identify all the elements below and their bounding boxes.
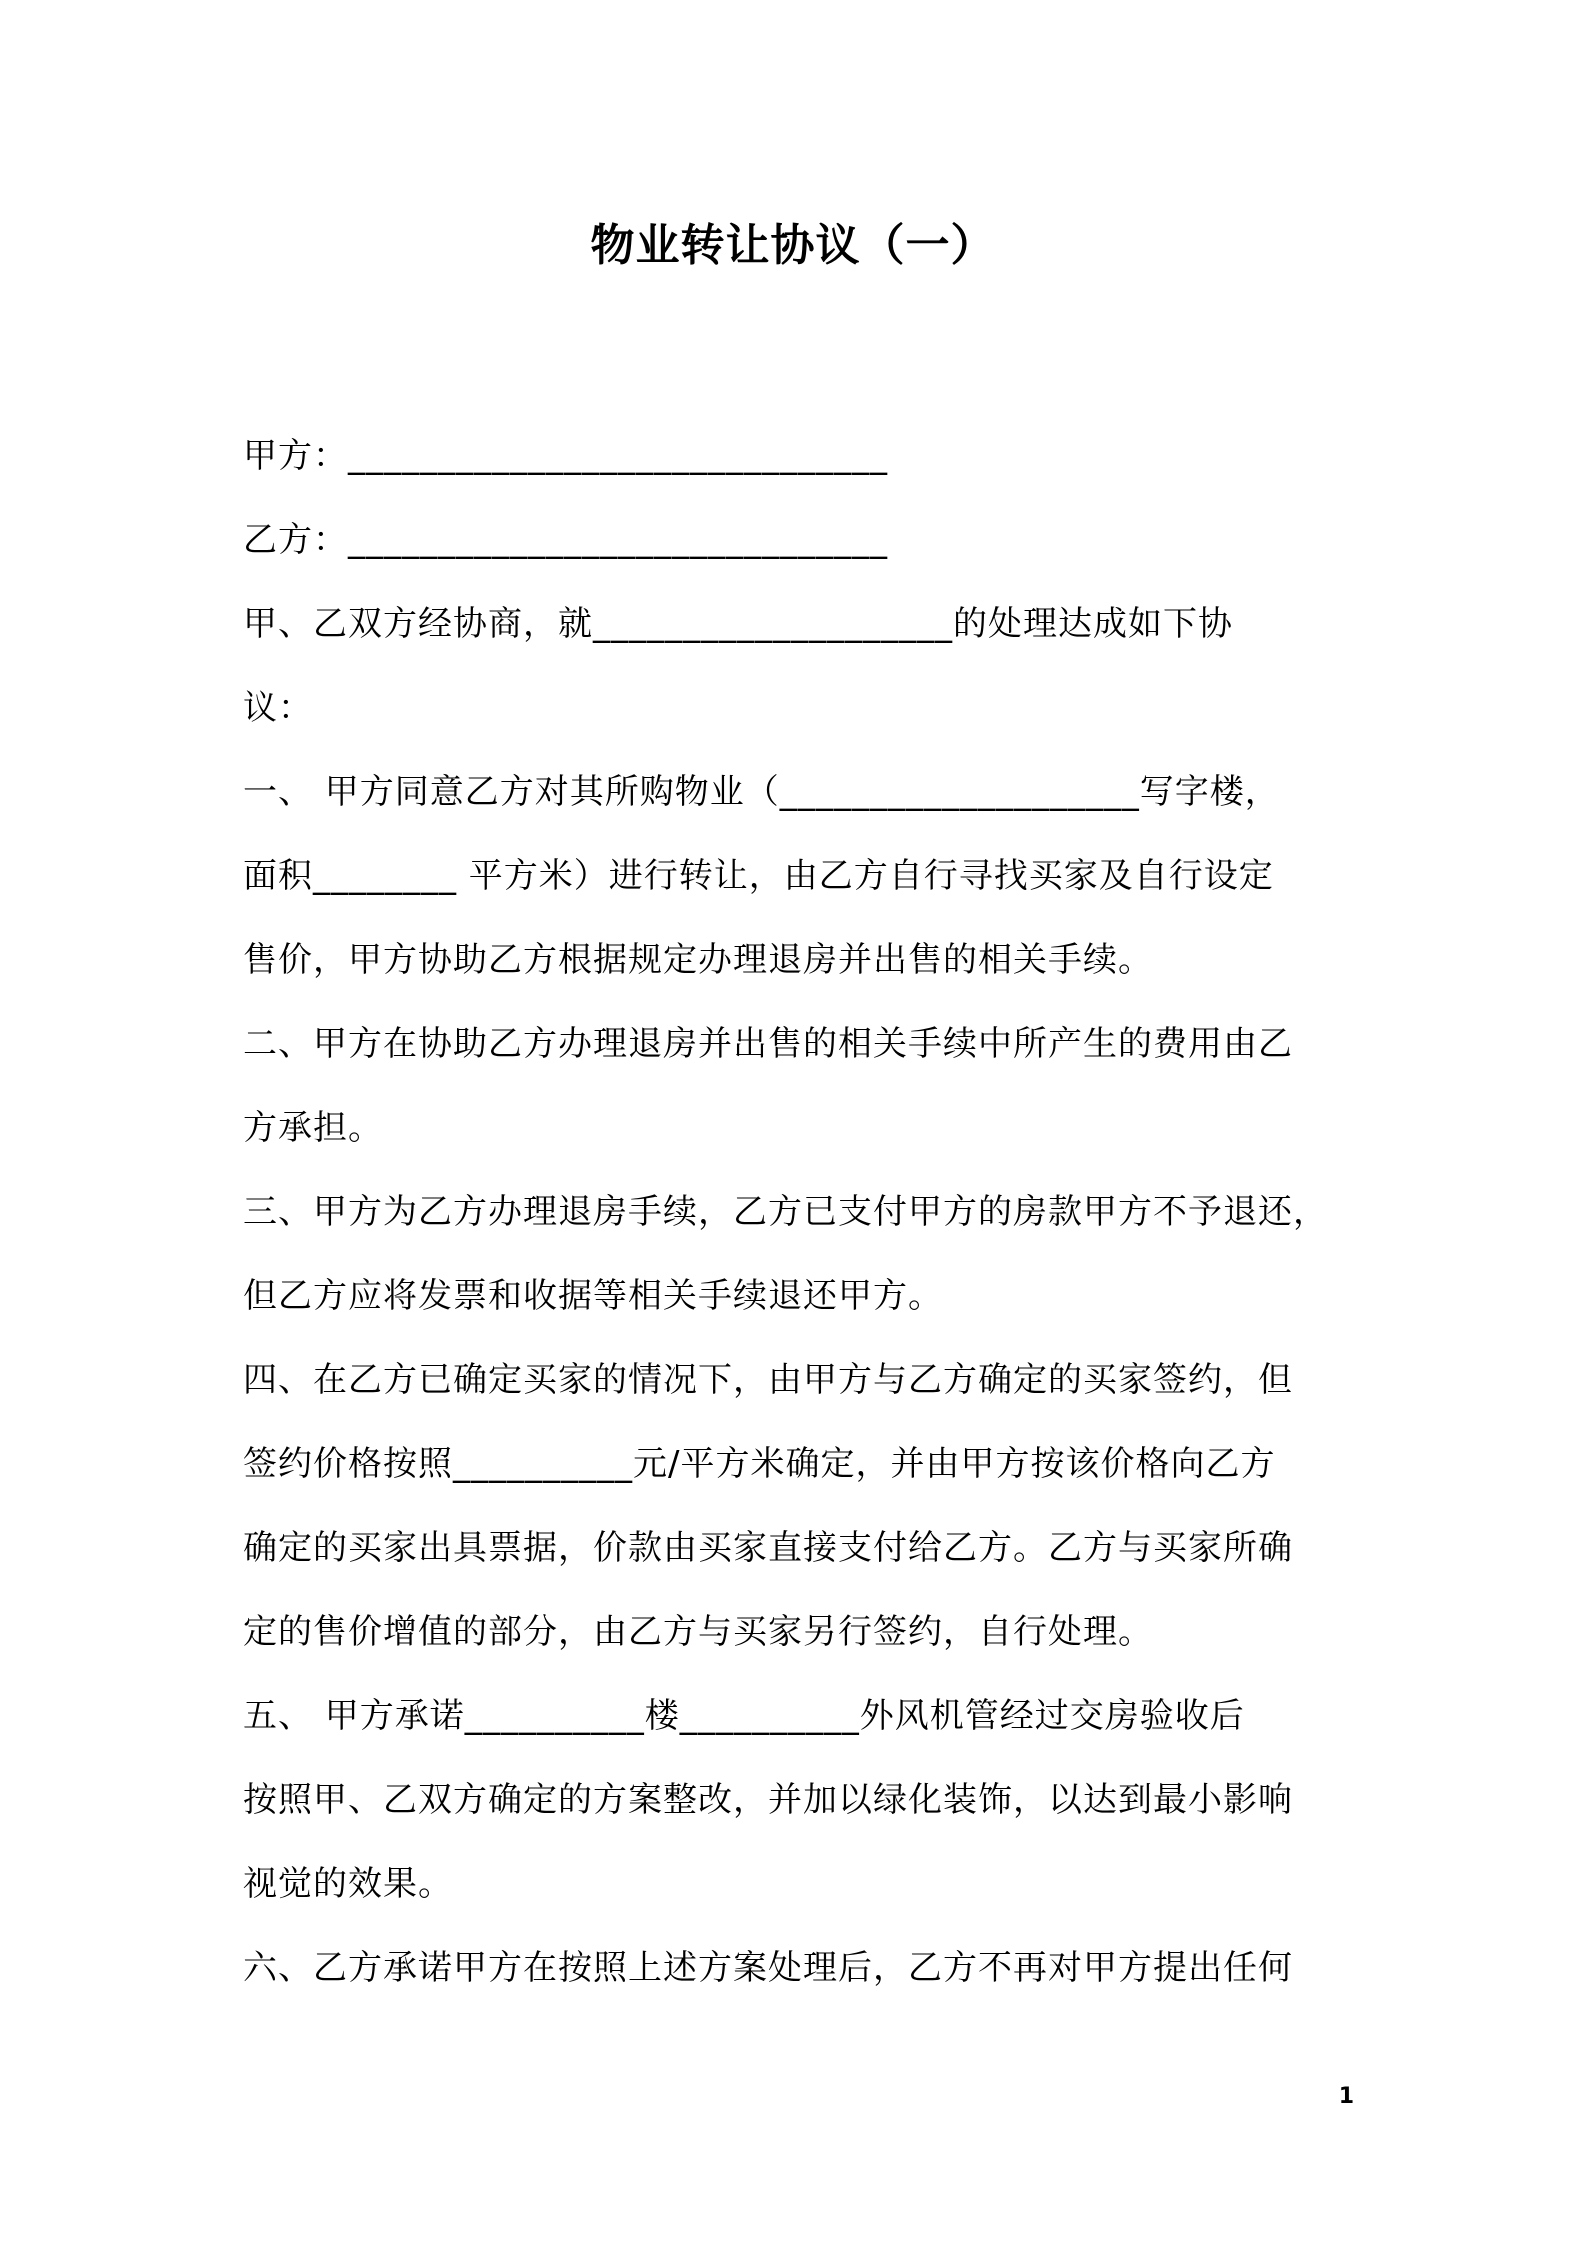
- clause-1-line-3: 售价，甲方协助乙方根据规定办理退房并出售的相关手续。: [243, 940, 1153, 980]
- clause-4-line-2: 签约价格按照__________元/平方米确定，并由甲方按该价格向乙方: [243, 1444, 1276, 1484]
- clause-2-line-2: 方承担。: [243, 1108, 383, 1148]
- clause-1-line-2: 面积________ 平方米）进行转让，由乙方自行寻找买家及自行设定: [243, 856, 1274, 896]
- clause-5-line-2: 按照甲、乙双方确定的方案整改，并加以绿化装饰，以达到最小影响: [243, 1780, 1293, 1820]
- document-body: [243, 414, 1355, 2010]
- party-b-line: 乙方：______________________________: [243, 520, 888, 560]
- clause-4-line-4: 定的售价增值的部分，由乙方与买家另行签约，自行处理。: [243, 1612, 1153, 1652]
- clause-5-line-1: 五、 甲方承诺__________楼__________外风机管经过交房验收后: [243, 1696, 1245, 1736]
- clause-1-line-1: 一、 甲方同意乙方对其所购物业（____________________写字楼，: [243, 772, 1280, 812]
- clause-5-line-3: 视觉的效果。: [243, 1864, 453, 1904]
- document-title: 物业转让协议（一）: [590, 220, 996, 271]
- clause-4-line-3: 确定的买家出具票据，价款由买家直接支付给乙方。乙方与买家所确: [243, 1528, 1293, 1568]
- clause-3-line-2: 但乙方应将发票和收据等相关手续退还甲方。: [243, 1276, 943, 1316]
- page-number: 1: [1338, 2084, 1354, 2109]
- clause-6-line-1: 六、乙方承诺甲方在按照上述方案处理后，乙方不再对甲方提出任何: [243, 1948, 1293, 1988]
- clause-4-line-1: 四、在乙方已确定买家的情况下，由甲方与乙方确定的买家签约，但: [243, 1360, 1293, 1400]
- preamble-line-1: 甲、乙双方经协商，就____________________的处理达成如下协: [243, 604, 1233, 644]
- clause-2-line-1: 二、甲方在协助乙方办理退房并出售的相关手续中所产生的费用由乙: [243, 1024, 1293, 1064]
- preamble-line-2: 议：: [243, 688, 313, 728]
- party-a-line: 甲方：______________________________: [243, 436, 888, 476]
- clause-3-line-1: 三、甲方为乙方办理退房手续，乙方已支付甲方的房款甲方不予退还，: [243, 1192, 1328, 1232]
